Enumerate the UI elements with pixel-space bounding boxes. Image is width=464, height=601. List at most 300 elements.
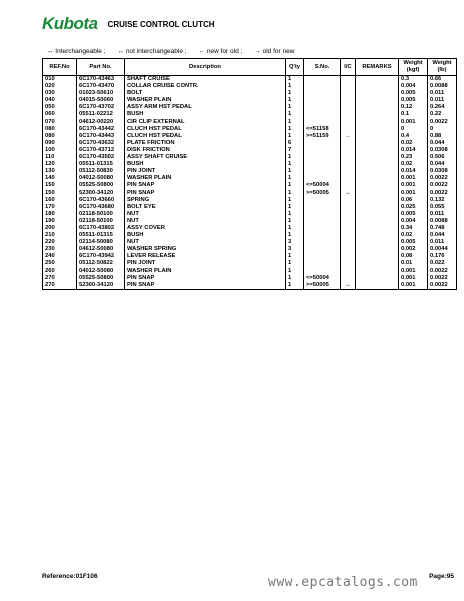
cell-description: ASSY ARM HST PEDAL [125,104,286,111]
cell-qty: 1 [286,161,304,168]
cell-ic [341,211,356,218]
cell-weight-lb: 0.022 [428,260,457,267]
cell-ic [341,147,356,154]
cell-ic [341,97,356,104]
table-row [43,175,457,182]
cell-weight-kgf: 0.025 [399,204,428,211]
cell-ref-no: 210 [43,232,77,239]
cell-ic [341,154,356,161]
cell-weight-kgf: 0.001 [399,175,428,182]
cell-ic: ↔ [341,190,356,197]
cell-part-no: 6C170-43442 [77,126,125,133]
cell-ic [341,232,356,239]
table-row [43,119,457,126]
cell-weight-kgf: 0.005 [399,211,428,218]
cell-serial-no [304,246,341,253]
cell-remarks [356,175,399,182]
cell-serial-no [304,119,341,126]
cell-weight-lb: 0.88 [428,133,457,140]
cell-description: PIN SNAP [125,182,286,189]
cell-ic [341,83,356,90]
cell-description: WASHER PLAIN [125,97,286,104]
cell-ref-no: 080 [43,126,77,133]
cell-weight-kgf: 0.014 [399,168,428,175]
page-title: CRUISE CONTROL CLUTCH [107,19,215,29]
cell-serial-no [304,260,341,267]
cell-description: CLUCH HST PEDAL [125,126,286,133]
cell-qty: 1 [286,126,304,133]
cell-ic [341,275,356,282]
table-row [43,161,457,168]
cell-serial-no [304,154,341,161]
cell-part-no: 05525-50800 [77,182,125,189]
cell-remarks [356,126,399,133]
cell-weight-lb: 0.0022 [428,182,457,189]
cell-qty: 3 [286,246,304,253]
cell-weight-lb: 0.0308 [428,168,457,175]
cell-qty: 1 [286,133,304,140]
cell-description: COLLAR CRUISE CONTR. [125,83,286,90]
cell-weight-kgf: 0.005 [399,239,428,246]
cell-weight-kgf: 0.23 [399,154,428,161]
table-row [43,168,457,175]
table-row [43,260,457,267]
reference-label: Reference:01F106 [42,573,98,580]
cell-serial-no: >=50005 [304,190,341,197]
cell-ref-no: 080 [43,133,77,140]
cell-serial-no [304,111,341,118]
cell-qty: 1 [286,204,304,211]
cell-weight-kgf: 0 [399,126,428,133]
table-row [43,147,457,154]
cell-ref-no: 100 [43,147,77,154]
cell-description: ASSY SHAFT CRUISE [125,154,286,161]
cell-description: PIN SNAP [125,275,286,282]
cell-remarks [356,211,399,218]
cell-serial-no [304,76,341,84]
cell-weight-kgf: 0.014 [399,147,428,154]
table-row [43,126,457,133]
cell-weight-lb: 0.0022 [428,190,457,197]
cell-serial-no [304,218,341,225]
cell-description: PIN SNAP [125,190,286,197]
table-row [43,90,457,97]
cell-qty: 1 [286,154,304,161]
cell-qty: 3 [286,239,304,246]
cell-remarks [356,104,399,111]
cell-weight-kgf: 0.001 [399,119,428,126]
cell-qty: 1 [286,83,304,90]
col-remarks: REMARKS [356,59,399,76]
cell-weight-kgf: 0.001 [399,275,428,282]
cell-serial-no [304,211,341,218]
cell-weight-lb: 0.011 [428,211,457,218]
cell-weight-kgf: 0.02 [399,161,428,168]
cell-qty: 1 [286,275,304,282]
cell-description: SHAFT CRUISE [125,76,286,84]
cell-remarks [356,282,399,290]
cell-serial-no [304,104,341,111]
cell-serial-no [304,232,341,239]
cell-description: ASSY COVER [125,225,286,232]
cell-weight-lb: 0.055 [428,204,457,211]
cell-qty: 1 [286,225,304,232]
table-row [43,239,457,246]
legend-interchangeable: ↔ Interchangeable ; [47,48,106,55]
table-row [43,275,457,282]
cell-serial-no [304,204,341,211]
cell-ref-no: 270 [43,275,77,282]
cell-weight-lb: 0.0088 [428,83,457,90]
cell-qty: 1 [286,97,304,104]
cell-ic [341,111,356,118]
cell-weight-lb: 0.0022 [428,275,457,282]
cell-part-no: 04612-00220 [77,119,125,126]
cell-part-no: 02114-50080 [77,239,125,246]
cell-remarks [356,154,399,161]
col-part-no: Part No. [77,59,125,76]
cell-description: NUT [125,239,286,246]
cell-weight-lb: 0.176 [428,253,457,260]
cell-weight-kgf: 0.01 [399,260,428,267]
cell-remarks [356,133,399,140]
cell-remarks [356,168,399,175]
cell-weight-lb: 0.0022 [428,175,457,182]
cell-weight-kgf: 0.001 [399,282,428,290]
cell-qty: 1 [286,260,304,267]
table-row [43,111,457,118]
cell-weight-kgf: 0.3 [399,76,428,84]
cell-qty: 1 [286,175,304,182]
cell-part-no: 6C170-43463 [77,76,125,84]
cell-ref-no: 010 [43,76,77,84]
cell-weight-lb: 0.011 [428,239,457,246]
cell-part-no: 6C170-43802 [77,225,125,232]
cell-weight-lb: 0.132 [428,197,457,204]
cell-remarks [356,111,399,118]
cell-remarks [356,83,399,90]
cell-qty: 1 [286,119,304,126]
cell-ref-no: 170 [43,204,77,211]
cell-ic [341,119,356,126]
cell-weight-lb: 0.0308 [428,147,457,154]
cell-part-no: 52300-34120 [77,190,125,197]
cell-remarks [356,119,399,126]
cell-description: SPRING [125,197,286,204]
cell-part-no: 05525-50800 [77,275,125,282]
cell-qty: 1 [286,76,304,84]
cell-remarks [356,204,399,211]
cell-serial-no [304,147,341,154]
cell-part-no: 04015-50060 [77,97,125,104]
table-row [43,190,457,197]
cell-remarks [356,190,399,197]
table-row [43,268,457,275]
cell-part-no: 05112-50830 [77,168,125,175]
cell-serial-no [304,268,341,275]
cell-remarks [356,253,399,260]
cell-description: PLATE FRICTION [125,140,286,147]
cell-qty: 1 [286,182,304,189]
cell-ref-no: 150 [43,190,77,197]
cell-description: BOLT [125,90,286,97]
cell-description: BUSH [125,111,286,118]
cell-ref-no: 070 [43,119,77,126]
table-row [43,246,457,253]
cell-part-no: 05511-01315 [77,161,125,168]
cell-serial-no [304,239,341,246]
cell-weight-lb: 0 [428,126,457,133]
page-number: Page:95 [429,573,454,580]
table-row [43,211,457,218]
cell-remarks [356,232,399,239]
cell-qty: 1 [286,190,304,197]
table-row [43,253,457,260]
cell-description: CLUCH HST PEDAL [125,133,286,140]
cell-remarks [356,182,399,189]
cell-ic [341,218,356,225]
cell-ref-no: 200 [43,225,77,232]
cell-ic [341,104,356,111]
cell-ic [341,182,356,189]
interchangeability-legend [47,48,294,55]
cell-weight-lb: 0.506 [428,154,457,161]
legend-not-interchangeable: ↔ not interchangeable ; [117,48,187,55]
cell-ref-no: 040 [43,97,77,104]
cell-ref-no: 030 [43,90,77,97]
cell-weight-lb: 0.264 [428,104,457,111]
cell-weight-lb: 0.011 [428,90,457,97]
cell-weight-kgf: 0.08 [399,253,428,260]
cell-part-no: 04612-50080 [77,246,125,253]
cell-ref-no: 180 [43,211,77,218]
cell-remarks [356,268,399,275]
cell-part-no: 6C170-43660 [77,197,125,204]
cell-weight-kgf: 0.12 [399,104,428,111]
col-qty: Q'ty [286,59,304,76]
cell-ref-no: 190 [43,218,77,225]
cell-part-no: 6C170-43632 [77,140,125,147]
col-description: Description [125,59,286,76]
cell-serial-no: <=51158 [304,126,341,133]
cell-remarks [356,140,399,147]
cell-qty: 6 [286,140,304,147]
cell-weight-lb: 0.011 [428,97,457,104]
cell-ic: ↔ [341,282,356,290]
cell-serial-no [304,90,341,97]
cell-weight-lb: 0.0044 [428,246,457,253]
cell-weight-kgf: 0.001 [399,190,428,197]
cell-weight-kgf: 0.02 [399,140,428,147]
cell-part-no: 05511-02212 [77,111,125,118]
cell-description: PIN SNAP [125,282,286,290]
cell-ref-no: 130 [43,168,77,175]
cell-part-no: 6C170-43470 [77,83,125,90]
cell-weight-lb: 0.748 [428,225,457,232]
cell-weight-kgf: 0.004 [399,218,428,225]
cell-part-no: 02118-50100 [77,218,125,225]
kubota-logo: Kubota [42,14,98,33]
cell-ic [341,239,356,246]
cell-ref-no: 220 [43,239,77,246]
cell-ref-no: 110 [43,154,77,161]
table-row [43,225,457,232]
cell-description: NUT [125,211,286,218]
cell-ref-no: 230 [43,246,77,253]
table-row [43,140,457,147]
cell-ref-no: 240 [43,253,77,260]
table-row [43,232,457,239]
cell-remarks [356,239,399,246]
cell-serial-no [304,197,341,204]
cell-ref-no: 060 [43,111,77,118]
cell-part-no: 6C170-43942 [77,253,125,260]
cell-part-no: 6C170-43680 [77,204,125,211]
cell-ic [341,268,356,275]
cell-remarks [356,90,399,97]
col-ic: I/C [341,59,356,76]
cell-qty: 1 [286,111,304,118]
cell-description: BUSH [125,161,286,168]
table-row [43,218,457,225]
cell-ic [341,225,356,232]
cell-ref-no: 050 [43,104,77,111]
cell-qty: 1 [286,218,304,225]
cell-weight-lb: 0.22 [428,111,457,118]
cell-serial-no: >=50005 [304,282,341,290]
table-row [43,204,457,211]
col-serial-no: S.No. [304,59,341,76]
cell-ic [341,204,356,211]
cell-ic [341,161,356,168]
cell-qty: 1 [286,197,304,204]
cell-weight-kgf: 0.005 [399,90,428,97]
cell-ref-no: 270 [43,282,77,290]
cell-serial-no [304,225,341,232]
cell-ic [341,197,356,204]
cell-remarks [356,260,399,267]
cell-description: LEVER RELEASE [125,253,286,260]
table-row [43,133,457,140]
cell-description: CIR CLIP EXTERNAL [125,119,286,126]
cell-serial-no: <=50004 [304,275,341,282]
cell-part-no: 02118-50100 [77,211,125,218]
cell-ref-no: 150 [43,182,77,189]
cell-ref-no: 140 [43,175,77,182]
cell-ref-no: 120 [43,161,77,168]
cell-ic: ← [341,133,356,140]
cell-description: NUT [125,218,286,225]
table-row [43,97,457,104]
cell-ic [341,168,356,175]
cell-description: WASHER PLAIN [125,268,286,275]
cell-serial-no [304,97,341,104]
cell-weight-lb: 0.66 [428,76,457,84]
cell-qty: 1 [286,211,304,218]
table-row [43,182,457,189]
cell-weight-lb: 0.0088 [428,218,457,225]
cell-qty: 1 [286,168,304,175]
cell-ref-no: 250 [43,260,77,267]
watermark: www.epcatalogs.com [268,575,418,590]
cell-ic [341,76,356,84]
cell-weight-lb: 0.0022 [428,119,457,126]
parts-table [42,58,457,290]
cell-remarks [356,225,399,232]
cell-qty: 1 [286,104,304,111]
cell-part-no: 6C170-43712 [77,147,125,154]
cell-remarks [356,147,399,154]
cell-serial-no [304,161,341,168]
cell-remarks [356,161,399,168]
cell-ic [341,246,356,253]
cell-description: BOLT EYE [125,204,286,211]
cell-qty: 1 [286,253,304,260]
cell-qty: 1 [286,282,304,290]
cell-description: DISK FRICTION [125,147,286,154]
cell-weight-lb: 0.0022 [428,268,457,275]
cell-ref-no: 020 [43,83,77,90]
cell-weight-kgf: 0.001 [399,268,428,275]
cell-part-no: 6C170-43502 [77,154,125,161]
cell-weight-kgf: 0.34 [399,225,428,232]
cell-weight-lb: 0.044 [428,140,457,147]
cell-remarks [356,197,399,204]
cell-qty: 1 [286,90,304,97]
cell-weight-lb: 0.0022 [428,282,457,290]
col-weight-kgf: Weight (kgf) [399,59,428,76]
cell-part-no: 52300-34120 [77,282,125,290]
cell-qty: 7 [286,147,304,154]
table-row [43,197,457,204]
table-row [43,83,457,90]
table-row [43,282,457,290]
table-row [43,154,457,161]
cell-ic [341,253,356,260]
cell-ic [341,140,356,147]
parts-table-body [43,76,457,290]
cell-weight-lb: 0.044 [428,161,457,168]
cell-weight-kgf: 0.02 [399,232,428,239]
cell-ic [341,90,356,97]
cell-part-no: 05511-01315 [77,232,125,239]
legend-new-for-old: ← new for old ; [198,48,243,55]
cell-weight-kgf: 0.004 [399,83,428,90]
cell-ic [341,260,356,267]
cell-serial-no: <=50004 [304,182,341,189]
cell-weight-kgf: 0.06 [399,197,428,204]
cell-weight-lb: 0.044 [428,232,457,239]
cell-serial-no [304,83,341,90]
cell-remarks [356,97,399,104]
cell-weight-kgf: 0.1 [399,111,428,118]
cell-description: PIN JOINT [125,168,286,175]
cell-remarks [356,246,399,253]
col-ref-no: REF.No [43,59,77,76]
table-header-row [43,59,457,76]
cell-weight-kgf: 0.4 [399,133,428,140]
cell-weight-kgf: 0.002 [399,246,428,253]
legend-old-for-new: → old for new [254,48,295,55]
cell-description: WASHER SPRING [125,246,286,253]
table-row [43,104,457,111]
cell-part-no: 04012-50080 [77,268,125,275]
cell-description: BUSH [125,232,286,239]
cell-ic [341,126,356,133]
cell-qty: 1 [286,232,304,239]
cell-serial-no [304,168,341,175]
cell-remarks [356,218,399,225]
